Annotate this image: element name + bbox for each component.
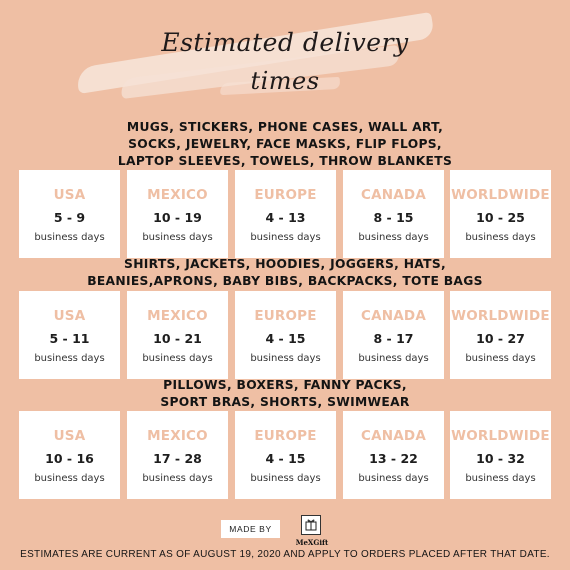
category-line: SPORT BRAS, SHORTS, SWIMWEAR xyxy=(160,395,410,409)
delivery-unit: business days xyxy=(142,473,213,484)
delivery-range: 10 - 21 xyxy=(153,331,202,346)
page-title-line-2: times xyxy=(250,67,320,95)
delivery-unit: business days xyxy=(142,232,213,243)
region-name: MEXICO xyxy=(147,187,208,203)
region-name: USA xyxy=(53,428,86,444)
delivery-unit: business days xyxy=(358,473,429,484)
delivery-range: 8 - 15 xyxy=(373,210,414,225)
delivery-range: 5 - 9 xyxy=(53,210,86,225)
delivery-row-1 xyxy=(19,170,551,258)
region-card-mexico xyxy=(127,291,228,379)
region-name: EUROPE xyxy=(254,187,317,203)
delivery-unit: business days xyxy=(465,473,536,484)
category-line: BEANIES,APRONS, BABY BIBS, BACKPACKS, TOTE BAGS xyxy=(87,274,483,288)
brand-name: MeXGift xyxy=(295,538,329,547)
region-name: WORLDWIDE xyxy=(451,187,550,203)
delivery-unit: business days xyxy=(34,353,105,364)
region-name: USA xyxy=(53,308,86,324)
region-card-canada xyxy=(343,291,444,379)
delivery-range: 4 - 13 xyxy=(265,210,306,225)
category-line: MUGS, STICKERS, PHONE CASES, WALL ART, xyxy=(126,120,444,134)
delivery-range: 5 - 11 xyxy=(49,331,90,346)
region-name: CANADA xyxy=(361,428,426,444)
region-card-usa xyxy=(19,291,120,379)
region-card-mexico xyxy=(127,411,228,499)
region-name: USA xyxy=(53,187,86,203)
region-card-worldwide xyxy=(450,411,551,499)
delivery-unit: business days xyxy=(465,353,536,364)
category-line: SOCKS, JEWELRY, FACE MASKS, FLIP FLOPS, xyxy=(128,137,442,151)
delivery-unit: business days xyxy=(34,232,105,243)
region-card-worldwide xyxy=(450,170,551,258)
delivery-range: 17 - 28 xyxy=(153,451,202,466)
delivery-unit: business days xyxy=(34,473,105,484)
delivery-unit: business days xyxy=(358,353,429,364)
delivery-range: 10 - 19 xyxy=(153,210,202,225)
region-card-canada xyxy=(343,411,444,499)
delivery-range: 4 - 15 xyxy=(265,451,306,466)
delivery-range: 8 - 17 xyxy=(373,331,414,346)
category-line: SHIRTS, JACKETS, HOODIES, JOGGERS, HATS, xyxy=(124,257,446,271)
category-list-1 xyxy=(0,119,570,170)
region-name: EUROPE xyxy=(254,308,317,324)
delivery-unit: business days xyxy=(358,232,429,243)
region-card-europe xyxy=(235,291,336,379)
region-card-canada xyxy=(343,170,444,258)
category-line: LAPTOP SLEEVES, TOWELS, THROW BLANKETS xyxy=(117,154,453,168)
delivery-unit: business days xyxy=(250,473,321,484)
delivery-range: 10 - 25 xyxy=(476,210,525,225)
delivery-range: 10 - 27 xyxy=(476,331,525,346)
region-card-usa xyxy=(19,411,120,499)
region-name: CANADA xyxy=(361,308,426,324)
gift-logo-icon xyxy=(301,515,321,535)
region-name: MEXICO xyxy=(147,428,208,444)
delivery-unit: business days xyxy=(465,232,536,243)
category-list-3 xyxy=(0,377,570,411)
footer-note: ESTIMATES ARE CURRENT AS OF AUGUST 19, 2020 AND APPLY TO ORDERS PLACED AFTER THAT DATE. xyxy=(20,549,550,560)
title-area xyxy=(0,0,570,112)
region-name: WORLDWIDE xyxy=(451,308,550,324)
page-title-line-1: Estimated delivery xyxy=(161,28,409,57)
region-card-europe xyxy=(235,411,336,499)
region-name: MEXICO xyxy=(147,308,208,324)
delivery-row-2 xyxy=(19,291,551,379)
region-card-mexico xyxy=(127,170,228,258)
made-by-label: MADE BY xyxy=(221,520,280,538)
region-name: CANADA xyxy=(361,187,426,203)
category-list-2 xyxy=(0,256,570,290)
region-card-usa xyxy=(19,170,120,258)
delivery-unit: business days xyxy=(142,353,213,364)
region-card-worldwide xyxy=(450,291,551,379)
delivery-range: 4 - 15 xyxy=(265,331,306,346)
category-line: PILLOWS, BOXERS, FANNY PACKS, xyxy=(163,378,407,392)
delivery-range: 10 - 32 xyxy=(476,451,525,466)
region-name: EUROPE xyxy=(254,428,317,444)
delivery-row-3 xyxy=(19,411,551,499)
delivery-range: 10 - 16 xyxy=(45,451,94,466)
region-name: WORLDWIDE xyxy=(451,428,550,444)
region-card-europe xyxy=(235,170,336,258)
delivery-unit: business days xyxy=(250,353,321,364)
delivery-unit: business days xyxy=(250,232,321,243)
delivery-range: 13 - 22 xyxy=(369,451,418,466)
